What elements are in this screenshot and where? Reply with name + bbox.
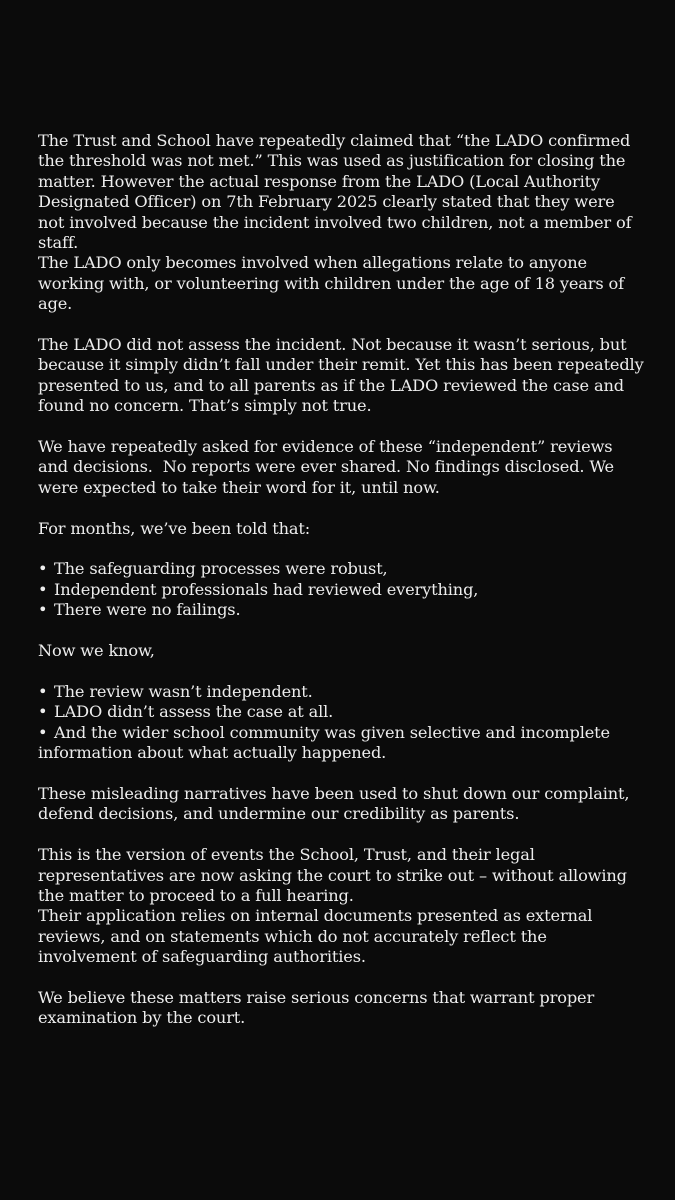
- text-line: matter. However the actual response from the LADO (Local Authority: [38, 171, 600, 191]
- list-item-text: And the wider school community was given selective and incomplete: [54, 722, 610, 742]
- list-item-text: Independent professionals had reviewed everything,: [54, 579, 479, 599]
- text-line: presented to us, and to all parents as if the LADO reviewed the case and: [38, 375, 624, 395]
- list-item: [38, 580, 643, 600]
- text-line: Now we know,: [38, 641, 155, 661]
- text-line: the matter to proceed to a full hearing.: [38, 885, 354, 905]
- text-line: were expected to take their word for it, until now.: [38, 477, 440, 497]
- text-line: These misleading narratives have been used to shut down our complaint,: [38, 783, 630, 803]
- paragraph-lado-claim: [38, 131, 643, 315]
- text-line: the threshold was not met.” This was used as justification for closing the: [38, 151, 626, 171]
- text-line: representatives are now asking the court to strike out – without allowing: [38, 865, 627, 885]
- paragraph-for-months: [38, 519, 643, 539]
- bullet-icon: •: [38, 559, 48, 579]
- text-line: involvement of safeguarding authorities.: [38, 947, 366, 967]
- text-line: because it simply didn’t fall under their remit. Yet this has been repeatedly: [38, 355, 644, 375]
- text-line: staff.: [38, 233, 79, 253]
- bullet-list-told: [38, 559, 643, 620]
- text-line: examination by the court.: [38, 1008, 246, 1028]
- bullet-icon: •: [38, 702, 48, 722]
- list-item: [38, 682, 643, 702]
- list-item: [38, 702, 643, 722]
- text-line: Designated Officer) on 7th February 2025 clearly stated that they were: [38, 192, 615, 212]
- bullet-icon: •: [38, 722, 48, 742]
- text-line: age.: [38, 294, 73, 314]
- text-line: and decisions. No reports were ever shared. No findings disclosed. We: [38, 457, 614, 477]
- text-line: The LADO only becomes involved when allegations relate to anyone: [38, 253, 587, 273]
- list-item-continuation: information about what actually happened.: [38, 743, 387, 763]
- bullet-icon: •: [38, 681, 48, 701]
- list-item-text: LADO didn’t assess the case at all.: [54, 702, 334, 722]
- list-item-text: The safeguarding processes were robust,: [54, 559, 388, 579]
- text-line: The Trust and School have repeatedly claimed that “the LADO confirmed: [38, 131, 631, 150]
- paragraph-lado-not-assess: [38, 335, 643, 417]
- text-line: We believe these matters raise serious concerns that warrant proper: [38, 987, 595, 1007]
- list-item-text: There were no failings.: [54, 600, 241, 620]
- list-item: [38, 600, 643, 620]
- text-line: For months, we’ve been told that:: [38, 518, 311, 538]
- statement-text: [38, 131, 643, 1029]
- list-item: [38, 723, 643, 743]
- text-line: Their application relies on internal documents presented as external: [38, 906, 593, 926]
- text-line: The LADO did not assess the incident. Not because it wasn’t serious, but: [38, 335, 627, 355]
- text-line: found no concern. That’s simply not true.: [38, 396, 372, 416]
- text-line: This is the version of events the School, Trust, and their legal: [38, 845, 535, 865]
- paragraph-evidence-request: [38, 437, 643, 498]
- list-item-text: The review wasn’t independent.: [54, 681, 313, 701]
- paragraph-now-we-know: [38, 641, 643, 661]
- text-line: We have repeatedly asked for evidence of these “independent” reviews: [38, 437, 613, 457]
- paragraph-strike-out: [38, 845, 643, 967]
- text-line: defend decisions, and undermine our credibility as parents.: [38, 804, 520, 824]
- bullet-icon: •: [38, 600, 48, 620]
- list-item: [38, 559, 643, 579]
- text-line: reviews, and on statements which do not accurately reflect the: [38, 926, 547, 946]
- bullet-list-know: [38, 682, 643, 764]
- text-line: not involved because the incident involved two children, not a member of: [38, 212, 632, 232]
- bullet-icon: •: [38, 579, 48, 599]
- paragraph-serious-concerns: [38, 988, 643, 1029]
- paragraph-misleading-narratives: [38, 784, 643, 825]
- text-line: working with, or volunteering with children under the age of 18 years of: [38, 273, 624, 293]
